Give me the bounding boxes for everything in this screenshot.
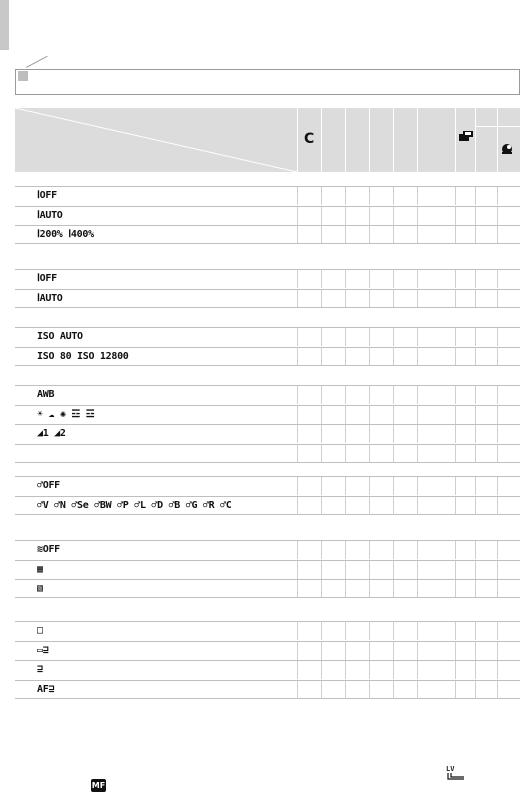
table-row xyxy=(15,560,520,579)
setting-label: Ⅰ200% Ⅰ400% xyxy=(37,229,94,240)
table-row xyxy=(15,476,520,495)
setting-label: ISO 80 ISO 12800 xyxy=(37,351,129,362)
table-row xyxy=(15,496,520,515)
table-row xyxy=(15,405,520,424)
table-head xyxy=(15,108,520,172)
table-row xyxy=(15,621,520,640)
table-row xyxy=(15,206,520,225)
table-row xyxy=(15,540,520,559)
setting-label: ☀ ☁ ✺ ☲ ☲ xyxy=(37,409,95,420)
setting-label: ISO AUTO xyxy=(37,331,83,342)
table-row xyxy=(15,424,520,443)
header-column-separator xyxy=(497,108,498,172)
scene-mode-icon xyxy=(500,142,514,156)
header-column-separator xyxy=(297,108,298,172)
setting-label: AWB xyxy=(37,389,55,400)
header-column-separator xyxy=(345,108,346,172)
table-row xyxy=(15,347,520,366)
setting-label: ◢1 ◢2 xyxy=(37,428,66,439)
setting-label: ⅠOFF xyxy=(37,190,57,201)
table-row xyxy=(15,641,520,660)
header-column-separator xyxy=(455,108,456,172)
table-row xyxy=(15,660,520,679)
setting-label: ▭⊒ xyxy=(37,645,49,656)
mf-icon: MF xyxy=(91,781,106,790)
setting-label: AF⊒ xyxy=(37,684,55,695)
mode-c-icon: C xyxy=(304,131,315,147)
table-row xyxy=(15,680,520,699)
table-row xyxy=(15,186,520,205)
setting-label: ▧ xyxy=(37,583,43,594)
table-row xyxy=(15,289,520,308)
setting-label: □ xyxy=(37,625,43,636)
setting-label: ⅠOFF xyxy=(37,273,57,284)
setting-label: ⅠAUTO xyxy=(37,293,63,304)
setting-label: ⊒ xyxy=(37,664,43,675)
lv-drive-icon: LV xyxy=(446,765,468,781)
setting-label: ▦ xyxy=(37,564,43,575)
table-row xyxy=(15,327,520,346)
table-row xyxy=(15,444,520,463)
table-row xyxy=(15,579,520,598)
header-column-separator xyxy=(475,108,476,172)
setting-label: ≋OFF xyxy=(37,544,60,555)
table-row xyxy=(15,269,520,288)
header-column-separator xyxy=(321,108,322,172)
camera-stack-icon xyxy=(458,130,474,142)
table-row xyxy=(15,385,520,404)
header-column-separator xyxy=(369,108,370,172)
setting-label: ♂OFF xyxy=(37,480,60,491)
table-row xyxy=(15,225,520,244)
setting-label: ⅠAUTO xyxy=(37,210,63,221)
setting-label: ♂V ♂N ♂Se ♂BW ♂P ♂L ♂D ♂B ♂G ♂R ♂C xyxy=(37,500,232,511)
header-column-separator xyxy=(393,108,394,172)
header-column-separator xyxy=(417,108,418,172)
